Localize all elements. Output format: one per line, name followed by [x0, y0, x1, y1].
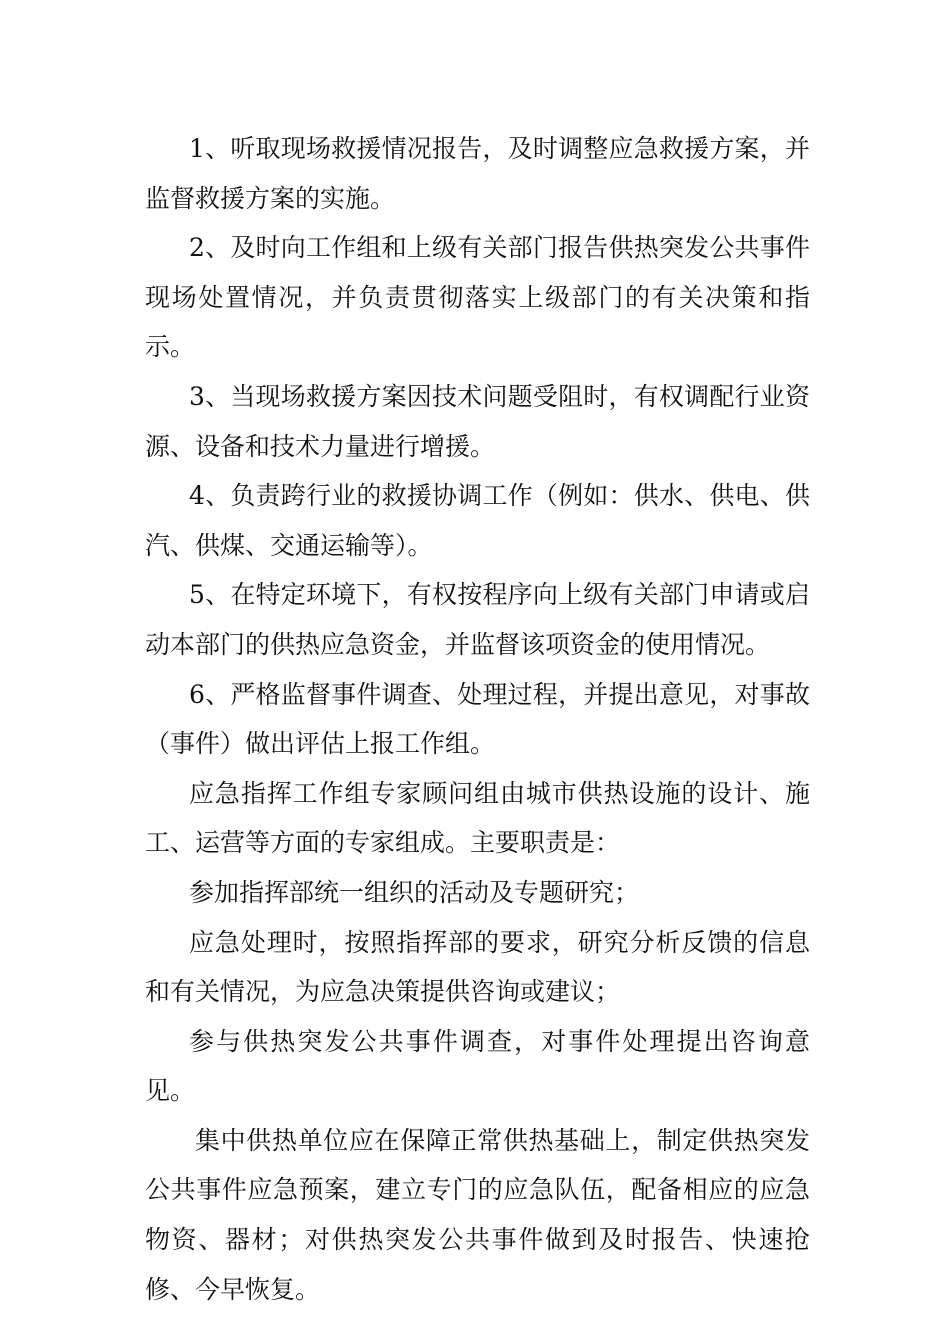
- paragraph-duty-3: 参与供热突发公共事件调查，对事件处理提出咨询意见。: [145, 1026, 810, 1106]
- paragraph-5: 5、在特定环境下，有权按程序向上级有关部门申请或启动本部门的供热应急资金，并监督该项资金的使用情况。: [145, 580, 810, 659]
- document-body: [145, 124, 810, 1314]
- paragraph-1: 1、听取现场救援情况报告，及时调整应急救援方案，并监督救援方案的实施。: [145, 134, 810, 213]
- paragraph-2: 2、及时向工作组和上级有关部门报告供热突发公共事件现场处置情况，并负责贯彻落实上级部门的有关决策和指示。: [145, 233, 810, 362]
- paragraph-heating-unit: 集中供热单位应在保障正常供热基础上，制定供热突发公共事件应急预案，建立专门的应急队伍，配备相应的应急物资、器材；对供热突发公共事件做到及时报告、快速抢修、今早恢复。: [145, 1125, 810, 1304]
- paragraph-expert-group: 应急指挥工作组专家顾问组由城市供热设施的设计、施工、运营等方面的专家组成。主要职责是：: [145, 778, 810, 858]
- paragraph-duty-1: 参加指挥部统一组织的活动及专题研究；: [189, 877, 640, 907]
- paragraph-4: 4、负责跨行业的救援协调工作（例如：供水、供电、供汽、供煤、交通运输等）。: [145, 481, 810, 560]
- paragraph-duty-2: 应急处理时，按照指挥部的要求，研究分析反馈的信息和有关情况，为应急决策提供咨询或建议；: [145, 927, 810, 1007]
- paragraph-6: 6、严格监督事件调查、处理过程，并提出意见，对事故（事件）做出评估上报工作组。: [145, 679, 810, 759]
- paragraph-3: 3、当现场救援方案因技术问题受阻时，有权调配行业资源、设备和技术力量进行增援。: [145, 381, 810, 461]
